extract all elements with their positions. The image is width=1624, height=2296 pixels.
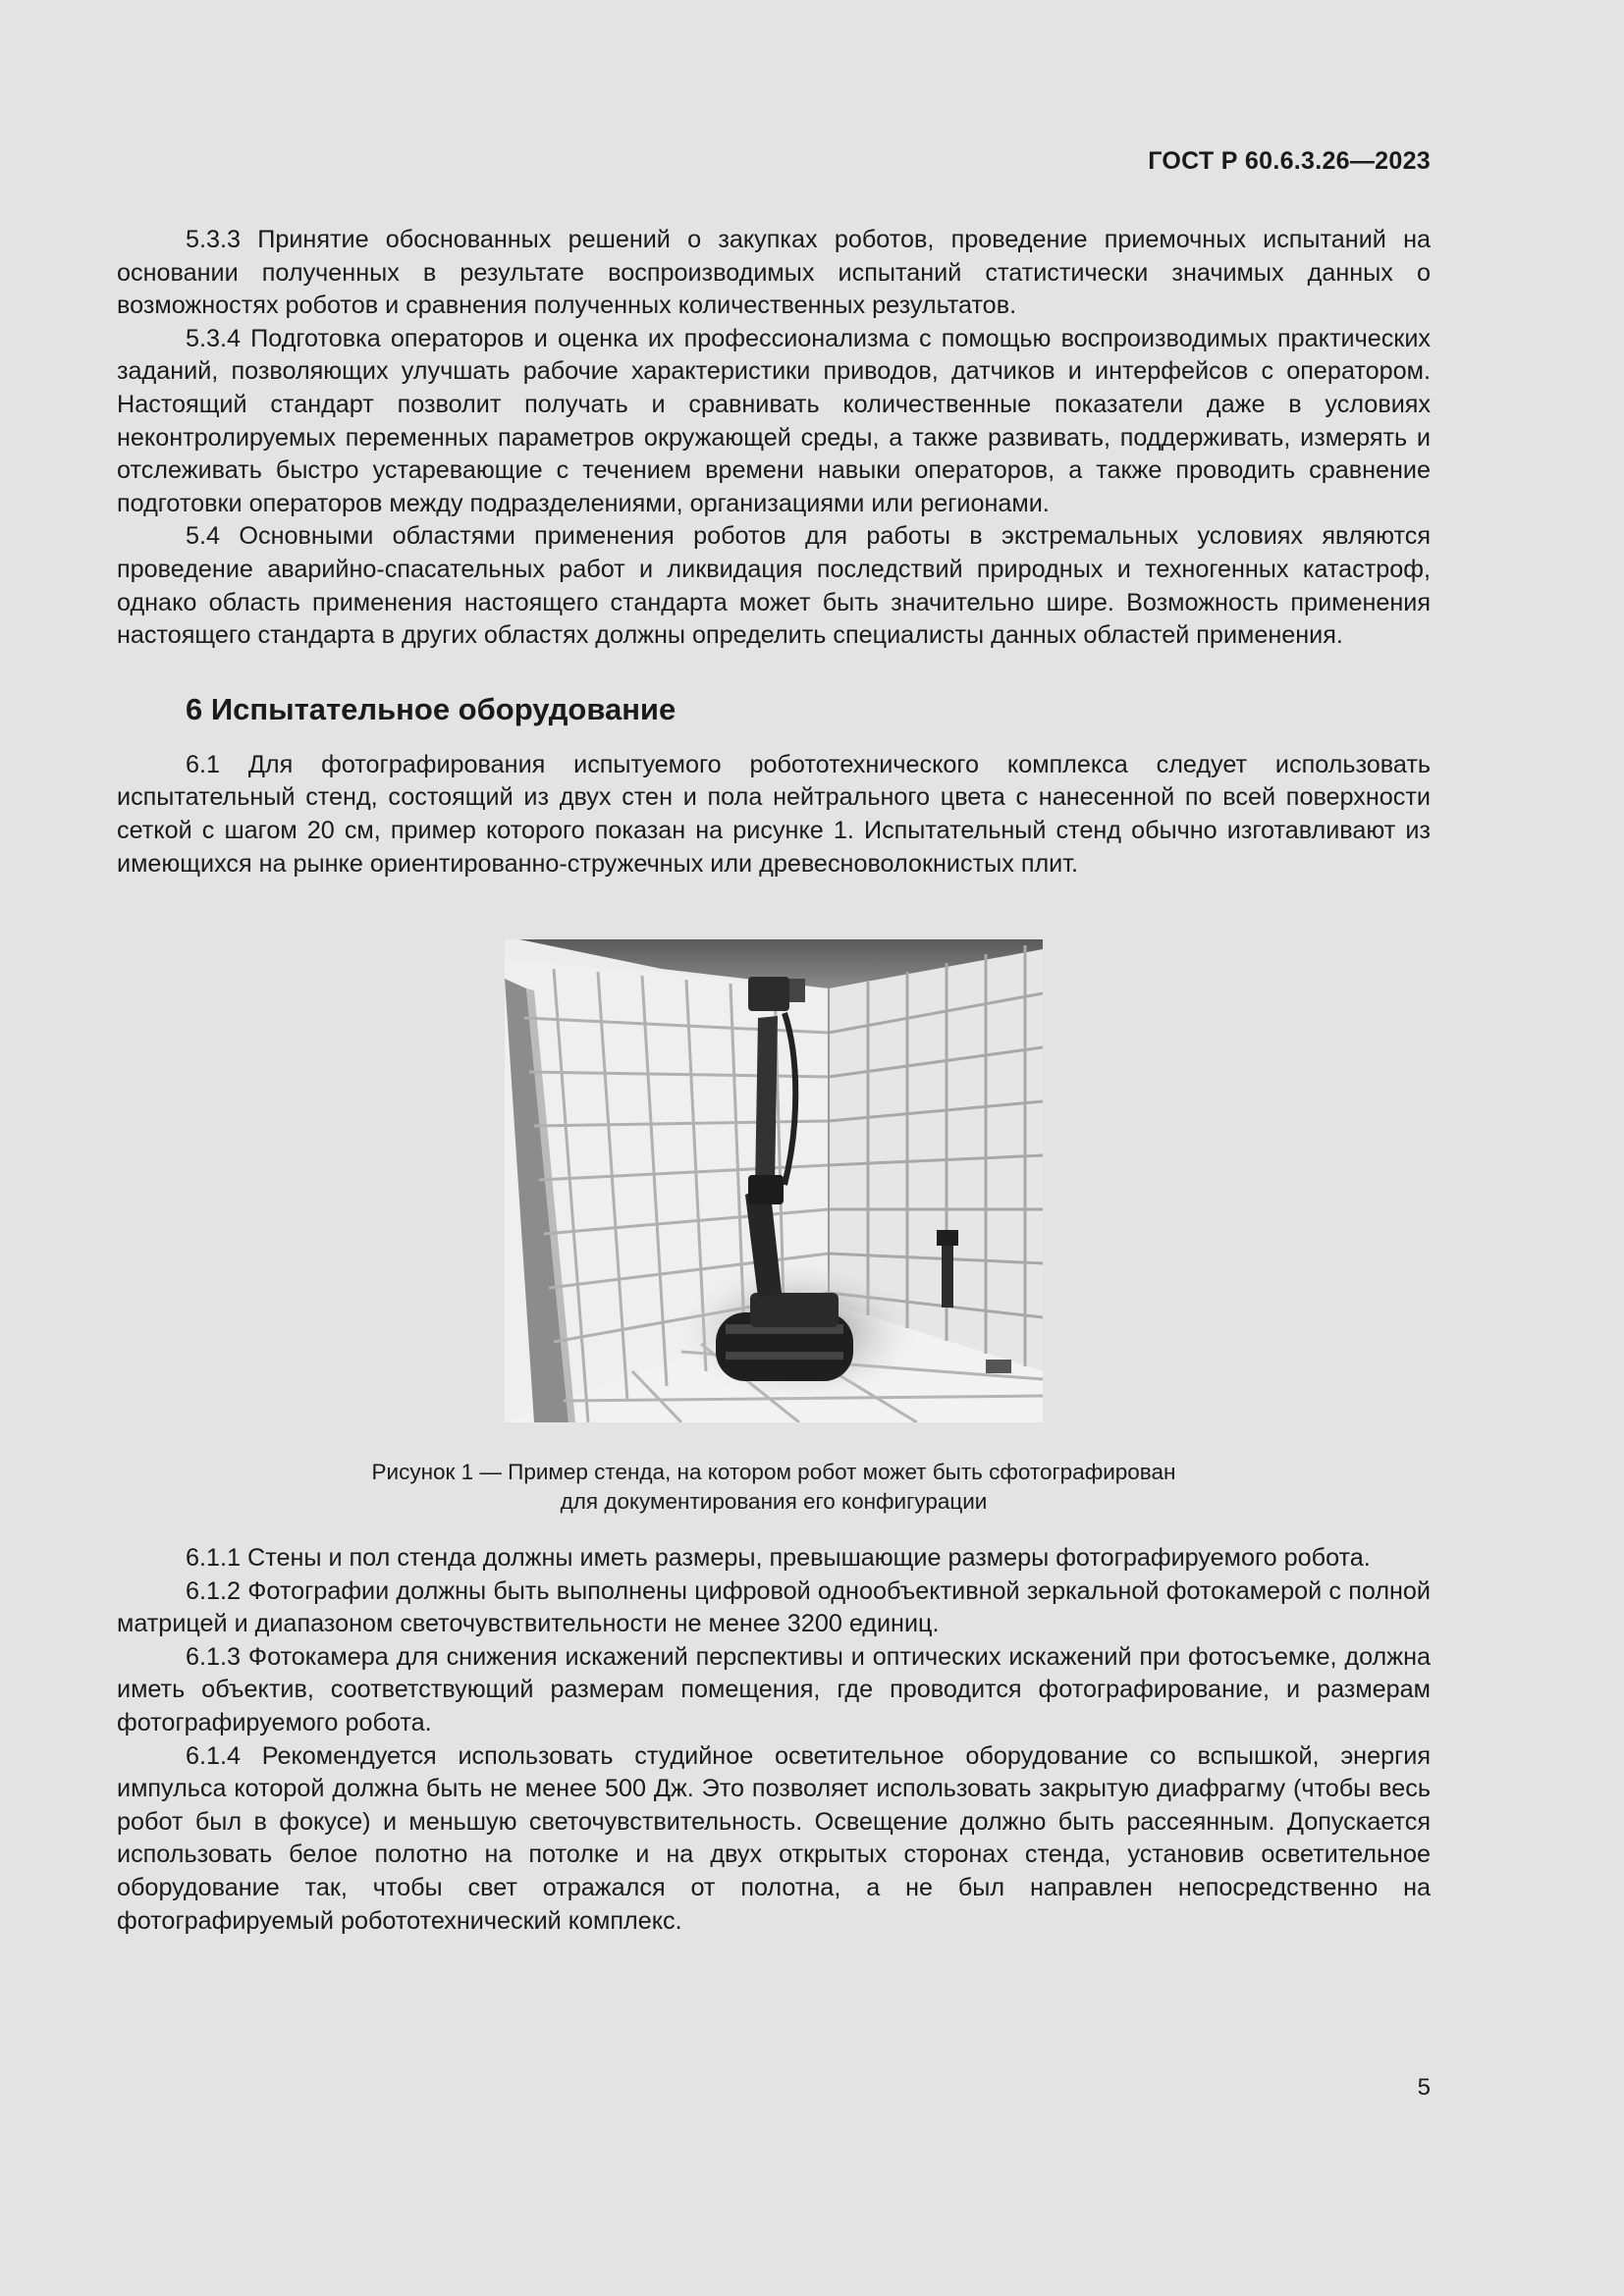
figure-caption-line-2: для документирования его конфигурации [560, 1489, 988, 1515]
paragraph-6-1-4: 6.1.4 Рекомендуется использовать студийное осветительное оборудование со вспышкой, энергия импульса которой должна быть не менее 500 Дж. Это позволяет использовать закрытую диафрагму (чтобы весь робот был в фокусе) и меньшую светочувствительность. Освещение должно быть рассеянным. Допускается использовать белое полотно на потолке и на двух открытых сторонах стенда, установив осветительное оборудование так, чтобы свет отражался от полотна, а не был направлен непосредственно на фотографируемый робототехнический комплекс. [117, 1741, 1431, 1935]
figure-caption-line-1: Рисунок 1 — Пример стенда, на котором робот может быть сфотографирован [371, 1460, 1176, 1485]
paragraph-5-4: 5.4 Основными областями применения роботов для работы в экстремальных условиях являются проведение аварийно-спасательных работ и ликвидация последствий природных и техногенных катастроф, однако область применения настоящего стандарта может быть значительно шире. Возможность применения настоящего стандарта в других областях должны определить специалисты данных областей применения. [117, 522, 1431, 650]
paragraph-5-3-4: 5.3.4 Подготовка операторов и оценка их профессионализма с помощью воспроизводимых практических заданий, позволяющих улучшать рабочие характеристики приводов, датчиков и интерфейсов с оператором. Настоящий стандарт позволит получать и сравнивать количественные показатели даже в условиях неконтролируемых переменных параметров окружающей среды, а также развивать, поддерживать, измерять и отслеживать быстро устаревающие с течением времени навыки операторов, а также проводить сравнение подготовки операторов между подразделениями, организациями или регионами. [117, 324, 1431, 517]
paragraph-6-1: 6.1 Для фотографирования испытуемого робототехнического комплекса следует использовать испытательный стенд, состоящий из двух стен и пола нейтрального цвета с нанесенной по всей поверхности сеткой с шагом 20 см, пример которого показан на рисунке 1. Испытательный стенд обычно изготавливают из имеющихся на рынке ориентированно-стружечных или древесноволокнистых плит. [117, 750, 1431, 878]
test-stand-photo [505, 939, 1043, 1422]
document-header: ГОСТ Р 60.6.3.26—2023 [1148, 147, 1431, 175]
document-body [117, 224, 1431, 1938]
paragraph-5-3-3: 5.3.3 Принятие обоснованных решений о закупках роботов, проведение приемочных испытаний на основании полученных в результате воспроизводимых испытаний статистически значимых данных о возможностях роботов и сравнения полученных количественных результатов. [117, 226, 1431, 320]
paragraph-6-1-2: 6.1.2 Фотографии должны быть выполнены цифровой однообъективной зеркальной фотокамерой с полной матрицей и диапазоном светочувствительности не менее 3200 единиц. [117, 1576, 1431, 1638]
paragraph-6-1-3: 6.1.3 Фотокамера для снижения искажений перспективы и оптических искажений при фотосъемке, должна иметь объектив, соответствующий размерам помещения, где проводится фотографирование, и размерам фотографируемого робота. [117, 1642, 1431, 1737]
figure-caption [117, 1458, 1431, 1517]
page-number: 5 [1417, 2074, 1431, 2101]
section-heading: 6 Испытательное оборудование [186, 691, 677, 726]
paragraph-6-1-1: 6.1.1 Стены и пол стенда должны иметь размеры, превышающие размеры фотографируемого робота. [186, 1544, 1371, 1573]
figure-1 [117, 939, 1431, 1422]
